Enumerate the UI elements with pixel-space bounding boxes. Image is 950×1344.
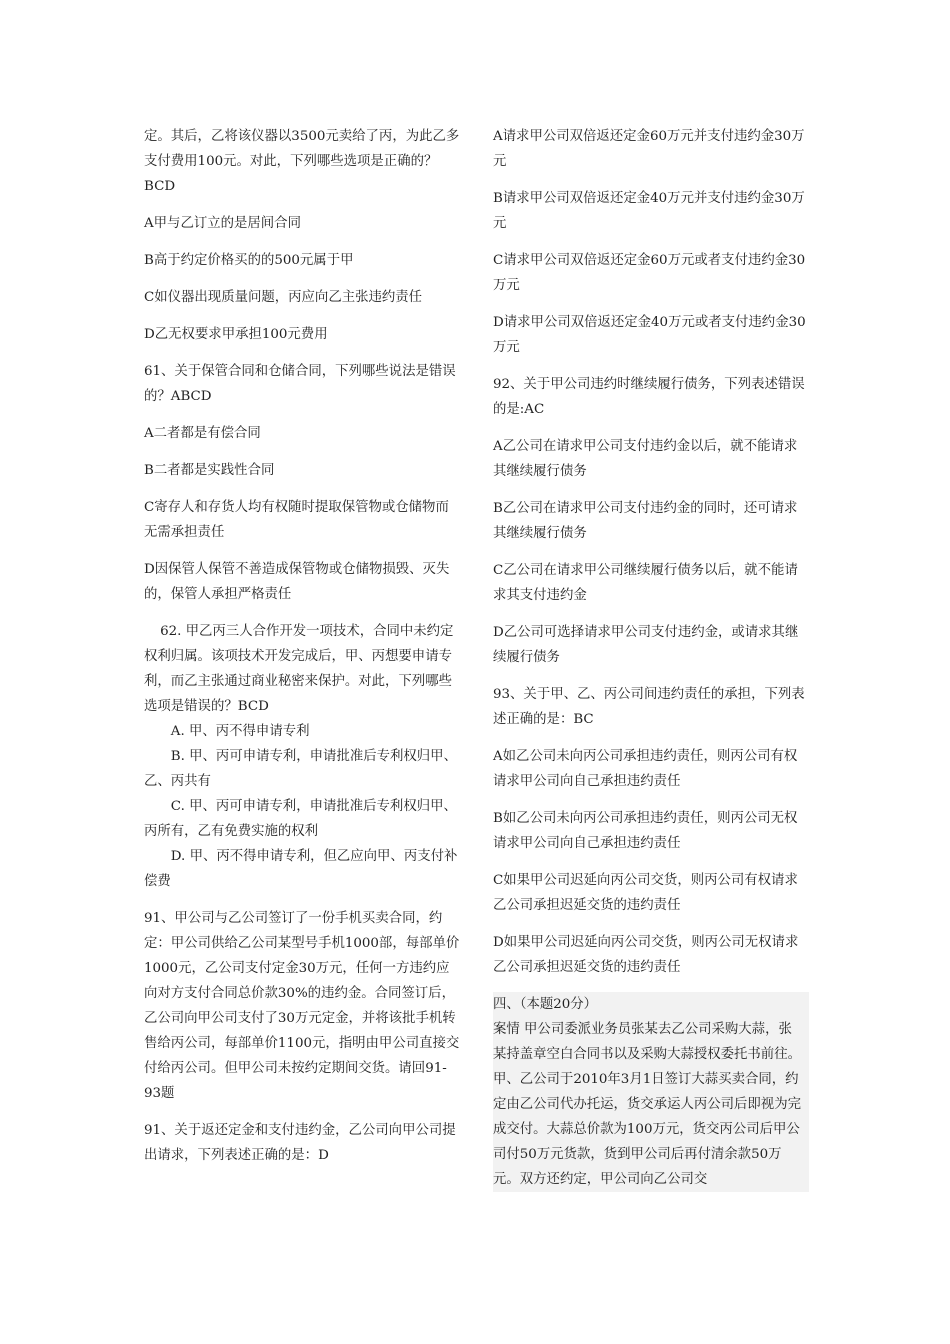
option-c: C如果甲公司迟延向丙公司交货，则丙公司有权请求乙公司承担迟延交货的违约责任 (493, 873, 798, 913)
option-c: C. 甲、丙可申请专利，申请批准后专利权归甲、丙所有，乙有免费实施的权利 (144, 799, 457, 839)
option-a: A如乙公司未向丙公司承担违约责任，则丙公司有权请求甲公司向自己承担违约责任 (493, 749, 798, 789)
question-61: 61、关于保管合同和仓储合同，下列哪些说法是错误的？ABCD (144, 364, 456, 404)
question-62: 62. 甲乙丙三人合作开发一项技术，合同中未约定权利归属。该项技术开发完成后，甲、丙想要申请专利，而乙主张通过商业秘密来保护。对此，下列哪些选项是错误的？BCD (144, 624, 454, 714)
section-four-block (493, 992, 809, 1192)
option-c: C寄存人和存货人均有权随时提取保管物或仓储物而无需承担责任 (144, 500, 449, 540)
option-d: D如果甲公司迟延向丙公司交货，则丙公司无权请求乙公司承担迟延交货的违约责任 (493, 935, 799, 975)
option-d: D乙公司可选择请求甲公司支付违约金，或请求其继续履行债务 (493, 625, 799, 665)
option-a: A. 甲、丙不得申请专利 (170, 724, 310, 739)
option-d: D乙无权要求甲承担100元费用 (144, 327, 328, 342)
option-b: B如乙公司未向丙公司承担违约责任，则丙公司无权请求甲公司向自己承担违约责任 (493, 811, 798, 851)
option-c: C乙公司在请求甲公司继续履行债务以后，就不能请求其支付违约金 (493, 563, 798, 603)
section-heading: 四、（本题20分） (493, 997, 598, 1012)
option-b: B. 甲、丙可申请专利，申请批准后专利权归甲、乙、丙共有 (144, 749, 457, 789)
case-91: 91、甲公司与乙公司签订了一份手机买卖合同，约定：甲公司供给乙公司某型号手机1000部，每部单价1000元，乙公司支付定金30万元，任何一方违约应向对方支付合同总价款30%的违约金。合同签订后，乙公司向甲公司支付了30万元定金，并将该批手机转售给丙公司，每部单价1100元，指明由甲公司直接交付给丙公司。但甲公司未按约定期间交货。请回91-93题 (144, 911, 460, 1101)
option-b: B二者都是实践性合同 (144, 463, 275, 478)
option-b: B高于约定价格买的的500元属于甲 (144, 253, 354, 268)
option-d: D. 甲、丙不得申请专利，但乙应向甲、丙支付补偿费 (144, 849, 458, 889)
option-a: A请求甲公司双倍返还定金60万元并支付违约金30万元 (493, 129, 805, 169)
option-a: A乙公司在请求甲公司支付违约金以后，就不能请求其继续履行债务 (493, 439, 798, 479)
option-a: A甲与乙订立的是居间合同 (144, 216, 301, 231)
paragraph: 定。其后，乙将该仪器以3500元卖给了丙，为此乙多支付费用100元。对此，下列哪些选项是正确的？BCD (144, 129, 460, 194)
option-c: C如仪器出现质量问题，丙应向乙主张违约责任 (144, 290, 423, 305)
option-b: B请求甲公司双倍返还定金40万元并支付违约金30万元 (493, 191, 805, 231)
option-c: C请求甲公司双倍返还定金60万元或者支付违约金30万元 (493, 253, 806, 293)
case-paragraph: 甲、乙公司于2010年3月1日签订大蒜买卖合同，约定由乙公司代办托运，货交承运人丙公司后即视为完成交付。大蒜总价款为100万元，货交丙公司后甲公司付50万元货款，货到甲公司后再付清余款50万元。双方还约定，甲公司向乙公司交 (493, 1072, 801, 1187)
question-92: 92、关于甲公司违约时继续履行债务，下列表述错误的是:AC (493, 377, 805, 417)
option-a: A二者都是有偿合同 (144, 426, 261, 441)
right-column (493, 124, 809, 1192)
option-b: B乙公司在请求甲公司支付违约金的同时，还可请求其继续履行债务 (493, 501, 798, 541)
left-column (144, 124, 462, 1180)
case-paragraph: 案情 甲公司委派业务员张某去乙公司采购大蒜，张某持盖章空白合同书以及采购大蒜授权委托书前往。 (493, 1022, 801, 1062)
question-93: 93、关于甲、乙、丙公司间违约责任的承担，下列表述正确的是：BC (493, 687, 805, 727)
option-d: D请求甲公司双倍返还定金40万元或者支付违约金30万元 (493, 315, 806, 355)
question-91: 91、关于返还定金和支付违约金，乙公司向甲公司提出请求，下列表述正确的是：D (144, 1123, 456, 1163)
option-d: D因保管人保管不善造成保管物或仓储物损毁、灭失的，保管人承担严格责任 (144, 562, 450, 602)
